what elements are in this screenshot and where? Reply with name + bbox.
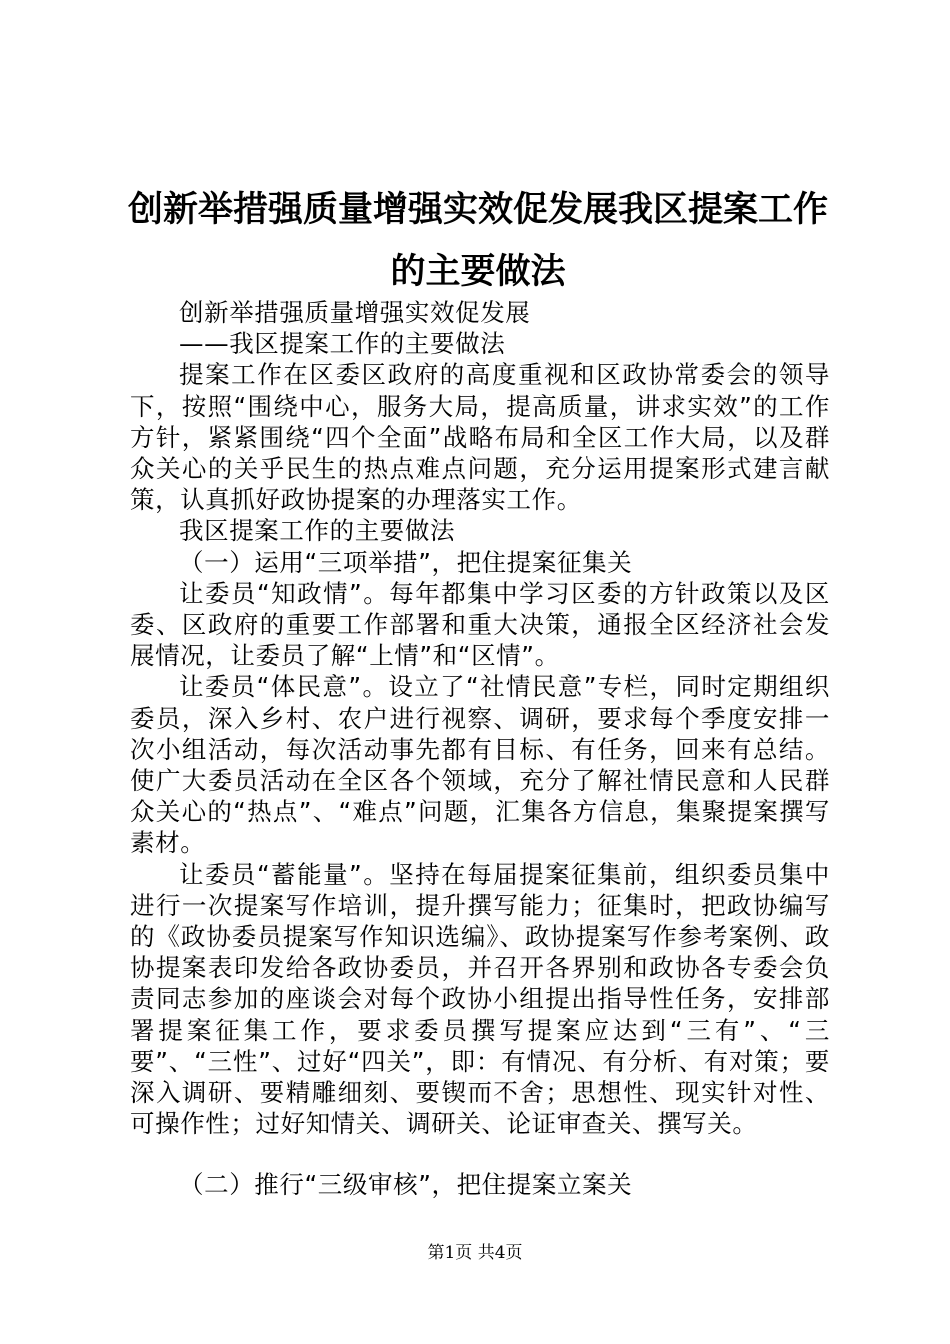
body-paragraph-zhi-zheng-qing: 让委员“知政情”。每年都集中学习区委的方针政策以及区委、区政府的重要工作部署和重大决策，通报全区经济社会发展情况，让委员了解“上情”和“区情”。 [130,578,830,671]
subsection-heading-1: （一）运用“三项举措”，把住提案征集关 [179,547,633,577]
body-paragraph-xu-neng-liang: 让委员“蓄能量”。坚持在每届提案征集前，组织委员集中进行一次提案写作培训，提升撰写能力；征集时，把政协编写的《政协委员提案写作知识选编》、政协提案写作参考案例、政协提案表印发给各政协委员，并召开各界别和政协各专委会负责同志参加的座谈会对每个政协小组提出指导性任务，安排部署提案征集工作，要求委员撰写提案应达到“三有”、“三要”、“三性”、过好“四关”，即：有情况、有分析、有对策；要深入调研、要精雕细刻、要锲而不舍；思想性、现实针对性、可操作性；过好知情关、调研关、论证审查关、撰写关。 [130,859,830,1139]
body-paragraph-ti-min-yi: 让委员“体民意”。设立了“社情民意”专栏，同时定期组织委员，深入乡村、农户进行视察、调研，要求每个季度安排一次小组活动，每次活动事先都有目标、有任务，回来有总结。使广大委员活动在全区各个领域，充分了解社情民意和人民群众关心的“热点”、“难点”问题，汇集各方信息，集聚提案撰写素材。 [130,672,830,858]
document-body [130,297,830,1201]
page-number-footer: 第1页 共4页 [427,1243,523,1263]
document-title-line-2: 的主要做法 [390,251,566,292]
subtitle-dash-paragraph: ——我区提案工作的主要做法 [179,329,506,359]
subtitle-paragraph: 创新举措强质量增强实效促发展 [179,298,531,327]
subsection-heading-2: （二）推行“三级审核”，把住提案立案关 [179,1170,633,1200]
document-title-line-1: 创新举措强质量增强实效促发展我区提案工作 [127,189,828,230]
intro-paragraph: 提案工作在区委区政府的高度重视和区政协常委会的领导下，按照“围绕中心，服务大局，提高质量，讲求实效”的工作方针，紧紧围绕“四个全面”战略布局和全区工作大局，以及群众关心的关乎民生的热点难点问题，充分运用提案形式建言献策，认真抓好政协提案的办理落实工作。 [130,360,830,515]
section-heading: 我区提案工作的主要做法 [179,516,456,546]
